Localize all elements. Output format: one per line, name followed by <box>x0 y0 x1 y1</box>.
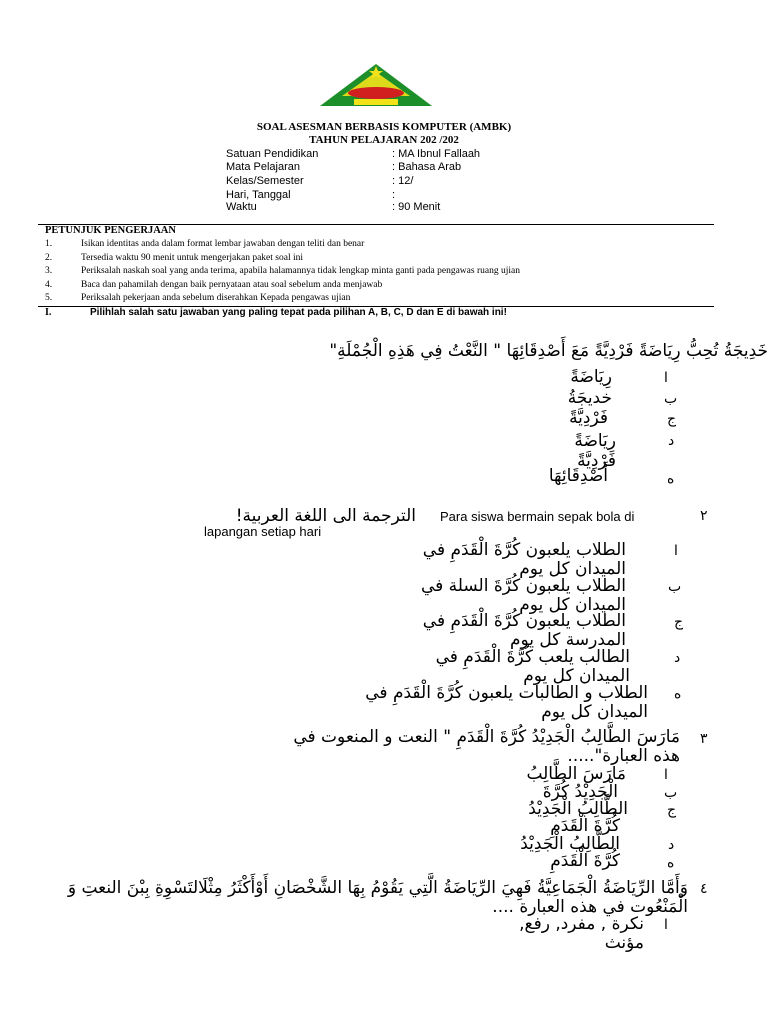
school-logo <box>320 62 432 110</box>
petunjuk-num: 1. <box>45 239 53 249</box>
option-text[interactable]: فَرْدِيَّةً <box>569 408 608 428</box>
option-letter[interactable]: ه <box>674 686 682 702</box>
petunjuk-item: Baca dan pahamilah dengan baik pernyataan atau soal sebelum anda menjawab <box>81 280 383 290</box>
info-label-waktu: Waktu <box>226 201 257 213</box>
info-label-mapel: Mata Pelajaran <box>226 161 300 173</box>
option-text[interactable]: الطَّالِبُ الْجَدِيْدُ <box>528 799 628 819</box>
question-3-number: ٣ <box>700 731 708 747</box>
option-letter[interactable]: ج <box>674 614 684 630</box>
option-text[interactable]: الطلاب يلعبون كُرَّةَ الْقَدَمِ في المدرسة كل يوم <box>422 611 626 650</box>
option-text[interactable]: كُرَّةَ الْقَدَمِ <box>550 851 620 871</box>
option-letter[interactable]: د <box>668 433 675 449</box>
option-text[interactable]: الطالب يلعب كُرَّةَ الْقَدَمِ في الميدان كل يوم <box>435 647 630 686</box>
option-letter[interactable]: ج <box>667 411 677 427</box>
option-letter[interactable]: ا <box>664 767 668 783</box>
question-1-text: خَدِيجَةُ تُحِبُّ رِيَاضَةً فَرْدِيَّةً مَعَ أَصْدِقَائِهَا " النَّعْتُ فِي هَذِهِ الْجُمْلَةِ" <box>329 341 768 361</box>
option-letter[interactable]: ه <box>667 471 675 487</box>
option-letter[interactable]: ا <box>664 917 668 933</box>
info-value-hari: : <box>392 189 396 201</box>
petunjuk-item: Periksalah naskah soal yang anda terima, apabila halamannya tidak lengkap minta ganti pada pengawas ruang ujian <box>81 266 520 276</box>
option-text[interactable]: رِيَاضَةً فَرْدِيَّةً <box>574 431 616 471</box>
option-letter[interactable]: ا <box>674 543 678 559</box>
option-letter[interactable]: ب <box>664 785 678 801</box>
question-2-arabic-instruction: الترجمة الى اللغة العربية! <box>235 506 416 526</box>
academic-year: TAHUN PELAJARAN 202 /202 <box>309 134 459 146</box>
option-letter[interactable]: ا <box>664 370 668 386</box>
question-2-sentence: Para siswa bermain sepak bola di lapangan setiap hari <box>204 509 635 539</box>
question-2-number: ٢ <box>700 508 708 524</box>
logo-emblem-icon <box>320 62 432 110</box>
option-letter[interactable]: ه <box>667 855 675 871</box>
question-4-number: ٤ <box>700 881 708 897</box>
document-title: SOAL ASESMAN BERBASIS KOMPUTER (AMBK) <box>256 121 512 133</box>
petunjuk-num: 5. <box>45 293 53 303</box>
option-letter[interactable]: د <box>668 837 675 853</box>
petunjuk-item: Periksalah pekerjaan anda sebelum diserahkan Kepada pengawas ujian <box>81 293 351 303</box>
option-letter[interactable]: ب <box>668 579 682 595</box>
section-instruction: Pilihlah salah satu jawaban yang paling tepat pada pilihan A, B, C, D dan E di bawah ini! <box>90 307 507 318</box>
petunjuk-num: 3. <box>45 266 53 276</box>
option-letter[interactable]: ب <box>664 391 678 407</box>
section-number: I. <box>45 307 52 318</box>
option-text[interactable]: الطَّالِبُ الْجَدِيْدُ <box>520 834 620 854</box>
option-text[interactable]: الطلاب و الطالبات يلعبون كُرَّةَ الْقَدَمِ في الميدان كل يوم <box>365 683 648 722</box>
option-text[interactable]: خديجَةُ <box>567 388 612 408</box>
info-label-hari: Hari, Tanggal <box>226 189 291 201</box>
info-label-satuan: Satuan Pendidikan <box>226 148 319 160</box>
petunjuk-heading: PETUNJUK PENGERJAAN <box>45 225 176 236</box>
option-text[interactable]: أَصْدِقَائِهَا <box>548 466 608 486</box>
question-3-text: مَارَسَ الطَّالِبُ الْجَدِيْدُ كُرَّةَ الْقَدَمِ " النعت و المنعوت في هذه العبارة"..... <box>293 727 680 766</box>
petunjuk-item: Isikan identitas anda dalam format lembar jawaban dengan teliti dan benar <box>81 239 365 249</box>
petunjuk-item: Tersedia waktu 90 menit untuk mengerjakan paket soal ini <box>81 253 303 263</box>
info-value-kelas: : 12/ <box>392 175 414 187</box>
info-value-mapel: : Bahasa Arab <box>392 161 462 173</box>
option-text[interactable]: رِيَاضَةً <box>570 367 612 387</box>
option-letter[interactable]: ج <box>667 802 677 818</box>
info-value-satuan: : MA Ibnul Fallaah <box>392 148 481 160</box>
option-text[interactable]: الطلاب يلعبون كُرَّةَ السلة في الميدان كل يوم <box>420 576 626 615</box>
info-value-waktu: : 90 Menit <box>392 201 441 213</box>
option-text[interactable]: كُرَّةَ الْقَدَمِ <box>550 816 620 836</box>
option-text[interactable]: نكرة , مفرد, رفع, مؤنث <box>519 914 644 953</box>
option-text[interactable]: الْجَدِيْدُ كُرَّةَ <box>542 782 618 802</box>
option-text[interactable]: مَارَسَ الطَّالِبُ <box>526 764 626 784</box>
question-4-text: وَأَمَّا الرِّيَاضَةُ الْجَمَاعِيَّةُ فَهِيَ الرِّيَاضَةُ الَّتِي يَقُوْمُ بِهَا الشَّخْصَانِ أَوْأَكْثَرُ مِثْلَالتَسْوِةِ بِبْنَ النعتِ وَ الْمَنْعُوت في هذه العبارة .... <box>67 878 688 917</box>
info-label-kelas: Kelas/Semester <box>226 175 304 187</box>
petunjuk-num: 2. <box>45 253 53 263</box>
option-text[interactable]: الطلاب يلعبون كُرَّةَ الْقَدَمِ في الميدان كل يوم <box>422 540 626 579</box>
option-letter[interactable]: د <box>674 650 681 666</box>
petunjuk-num: 4. <box>45 280 53 290</box>
